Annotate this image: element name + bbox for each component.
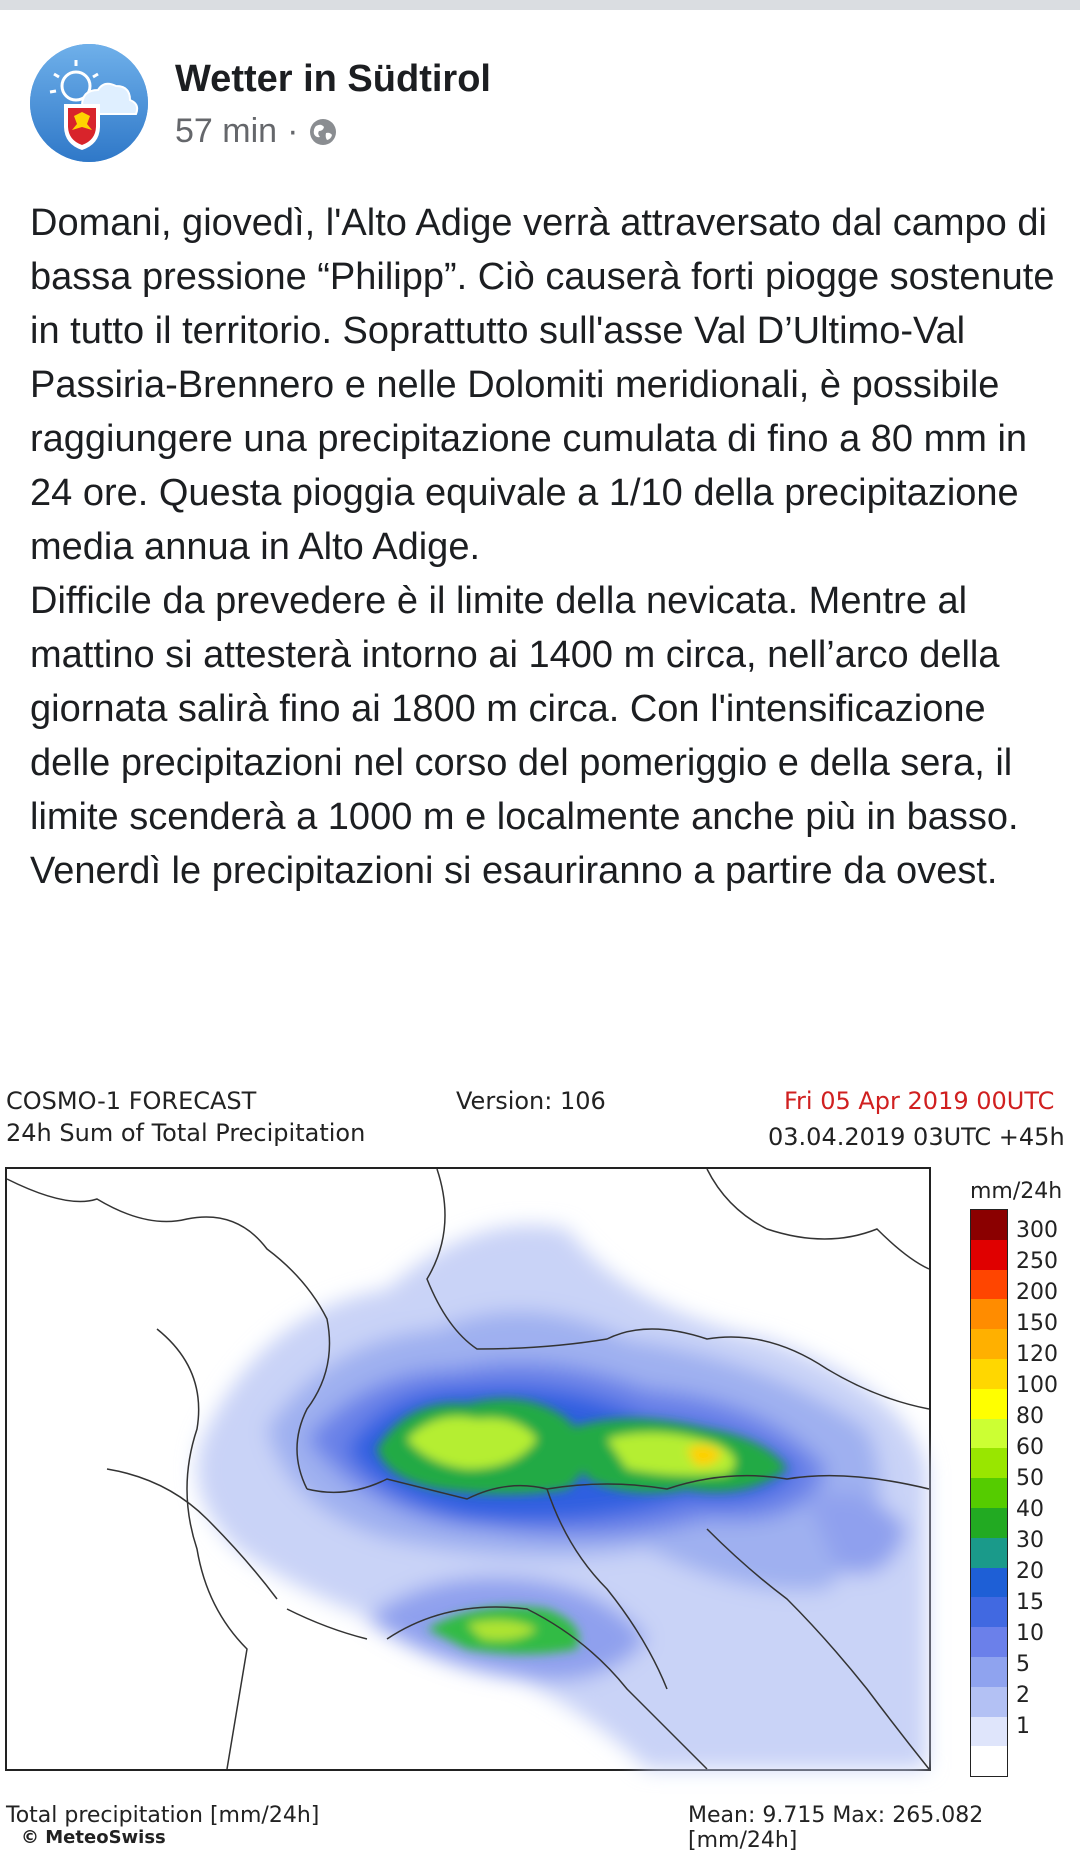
page-name[interactable]: Wetter in Südtirol <box>175 58 491 100</box>
forecast-version: Version: 106 <box>456 1087 606 1115</box>
legend-label: 60 <box>1016 1435 1044 1460</box>
legend-swatch <box>971 1657 1007 1687</box>
globe-icon <box>308 117 338 147</box>
top-divider <box>0 0 1080 10</box>
legend-label: 120 <box>1016 1342 1058 1367</box>
legend-label: 20 <box>1016 1559 1044 1584</box>
legend-swatch <box>971 1210 1007 1240</box>
legend-swatch <box>971 1478 1007 1508</box>
legend-swatch <box>971 1746 1007 1776</box>
legend-swatch <box>971 1687 1007 1717</box>
legend-swatch <box>971 1329 1007 1359</box>
weather-cloud-sun-eagle-icon <box>30 44 148 162</box>
legend-unit: mm/24h <box>970 1179 1063 1204</box>
legend-color-bar <box>970 1209 1008 1777</box>
post-meta <box>175 112 338 151</box>
legend-swatch <box>971 1717 1007 1747</box>
legend-swatch <box>971 1389 1007 1419</box>
forecast-footer-right: Mean: 9.715 Max: 265.082 [mm/24h] <box>688 1803 984 1853</box>
forecast-run-time: 03.04.2019 03UTC +45h <box>768 1123 1065 1151</box>
legend-swatch <box>971 1448 1007 1478</box>
forecast-model: COSMO-1 FORECAST <box>6 1087 257 1115</box>
legend-swatch <box>971 1627 1007 1657</box>
forecast-footer-left: Total precipitation [mm/24h] <box>6 1803 320 1828</box>
legend-label: 250 <box>1016 1249 1058 1274</box>
legend-swatch <box>971 1240 1007 1270</box>
page-avatar[interactable] <box>30 44 148 162</box>
legend-label: 10 <box>1016 1621 1044 1646</box>
legend-label: 50 <box>1016 1466 1044 1491</box>
forecast-valid-time: Fri 05 Apr 2019 00UTC <box>784 1087 1055 1115</box>
post-paragraph: Difficile da prevedere è il limite della nevicata. Mentre al mattino si attesterà intorno ai 1400 m circa, nell’arco della giornata salirà fino ai 1800 m circa. Con l'intensificazione delle precipitazioni nel corso del pomeriggio e della sera, il limite scenderà a 1000 m e localmente anche più in basso. <box>30 580 1019 838</box>
legend-label: 40 <box>1016 1497 1044 1522</box>
legend-label: 100 <box>1016 1373 1058 1398</box>
post-paragraph: Venerdì le precipitazioni si esauriranno a partire da ovest. <box>30 850 998 892</box>
legend-label: 5 <box>1016 1652 1030 1677</box>
meta-separator: · <box>287 112 299 150</box>
post-time[interactable]: 57 min <box>175 112 278 150</box>
legend-label: 300 <box>1016 1218 1058 1243</box>
forecast-product: 24h Sum of Total Precipitation <box>6 1119 366 1147</box>
legend-label: 15 <box>1016 1590 1044 1615</box>
map-credit: © MeteoSwiss <box>21 1827 166 1848</box>
forecast-image[interactable] <box>0 1083 1080 1853</box>
legend-labels <box>1016 1215 1058 1742</box>
legend-label: 80 <box>1016 1404 1044 1429</box>
legend-swatch <box>971 1359 1007 1389</box>
precipitation-map-graphic <box>7 1169 929 1769</box>
legend-swatch <box>971 1597 1007 1627</box>
legend-swatch <box>971 1508 1007 1538</box>
post-text <box>30 196 1060 898</box>
legend-swatch <box>971 1538 1007 1568</box>
legend-label: 2 <box>1016 1683 1030 1708</box>
legend-swatch <box>971 1299 1007 1329</box>
post-paragraph: Domani, giovedì, l'Alto Adige verrà attraversato dal campo di bassa pressione “Philipp”. Ciò causerà forti piogge sostenute in tutto il territorio. Soprattutto sull'asse Val D’Ultimo-Val Passiria-Brennero e nelle Dolomiti meridionali, è possibile raggiungere una precipitazione cumulata di fino a 80 mm in 24 ore. Questa pioggia equivale a 1/10 della precipitazione media annua in Alto Adige. <box>30 202 1055 568</box>
legend-swatch <box>971 1419 1007 1449</box>
legend-label: 200 <box>1016 1280 1058 1305</box>
legend-label: 150 <box>1016 1311 1058 1336</box>
legend-label: 30 <box>1016 1528 1044 1553</box>
legend-swatch <box>971 1568 1007 1598</box>
legend-label: 1 <box>1016 1714 1030 1739</box>
legend-swatch <box>971 1270 1007 1300</box>
